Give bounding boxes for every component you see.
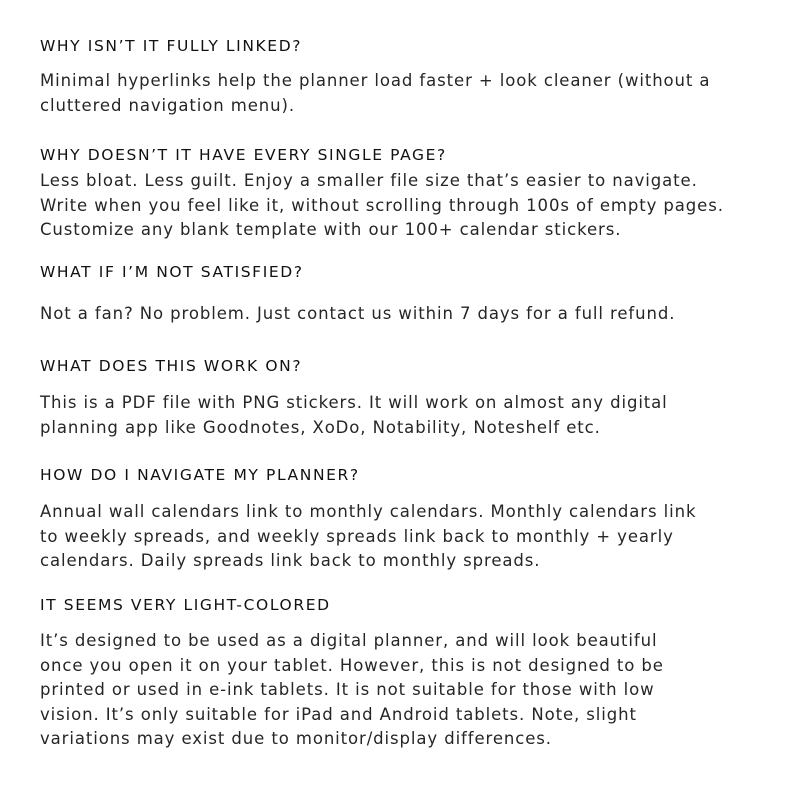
faq-answer-line: calendars. Daily spreads link back to monthly spreads. bbox=[40, 551, 541, 570]
faq-answer-line: Write when you feel like it, without scrolling through 100s of empty pages. bbox=[40, 195, 724, 215]
faq-answer bbox=[40, 169, 770, 243]
faq-item-works-on bbox=[40, 356, 770, 440]
faq-answer-line: It’s designed to be used as a digital planner, and will look beautiful bbox=[40, 631, 658, 650]
faq-question: WHAT IF I’M NOT SATISFIED? bbox=[40, 263, 304, 281]
faq-question: WHAT DOES THIS WORK ON? bbox=[40, 357, 303, 375]
faq-question: IT SEEMS VERY LIGHT-COLORED bbox=[40, 596, 331, 614]
faq-answer bbox=[40, 302, 770, 327]
faq-answer bbox=[40, 500, 770, 574]
faq-answer bbox=[40, 69, 770, 118]
faq-answer-line: Less bloat. Less guilt. Enjoy a smaller file size that’s easier to navigate. bbox=[40, 171, 698, 190]
faq-answer-line: variations may exist due to monitor/display differences. bbox=[40, 729, 552, 748]
faq-answer-line: to weekly spreads, and weekly spreads link back to monthly + yearly bbox=[40, 526, 674, 546]
faq-answer-line: printed or used in e-ink tablets. It is not suitable for those with low bbox=[40, 680, 655, 699]
faq-answer-line: This is a PDF file with PNG stickers. It will work on almost any digital bbox=[40, 393, 668, 412]
faq-question: HOW DO I NAVIGATE MY PLANNER? bbox=[40, 466, 360, 484]
faq-item-not-satisfied bbox=[40, 262, 770, 327]
faq-answer bbox=[40, 629, 770, 752]
faq-answer-line: vision. It’s only suitable for iPad and Android tablets. Note, slight bbox=[40, 704, 637, 724]
faq-answer-line: Minimal hyperlinks help the planner load faster + look cleaner (without a bbox=[40, 71, 711, 90]
faq-item-navigate bbox=[40, 465, 770, 574]
faq-question: WHY DOESN’T IT HAVE EVERY SINGLE PAGE? bbox=[40, 146, 447, 164]
faq-answer-line: Annual wall calendars link to monthly calendars. Monthly calendars link bbox=[40, 502, 697, 521]
faq-item-fully-linked bbox=[40, 36, 770, 118]
faq-question: WHY ISN’T IT FULLY LINKED? bbox=[40, 37, 303, 55]
faq-answer-line: Not a fan? No problem. Just contact us within 7 days for a full refund. bbox=[40, 304, 676, 323]
faq-item-every-page bbox=[40, 145, 770, 243]
faq-answer-line: cluttered navigation menu). bbox=[40, 95, 295, 115]
faq-answer bbox=[40, 391, 770, 440]
faq-item-light-colored bbox=[40, 595, 770, 752]
faq-answer-line: planning app like Goodnotes, XoDo, Notability, Noteshelf etc. bbox=[40, 417, 601, 437]
faq-answer-line: Customize any blank template with our 100+ calendar stickers. bbox=[40, 220, 622, 239]
faq-answer-line: once you open it on your tablet. However, this is not designed to be bbox=[40, 655, 664, 675]
